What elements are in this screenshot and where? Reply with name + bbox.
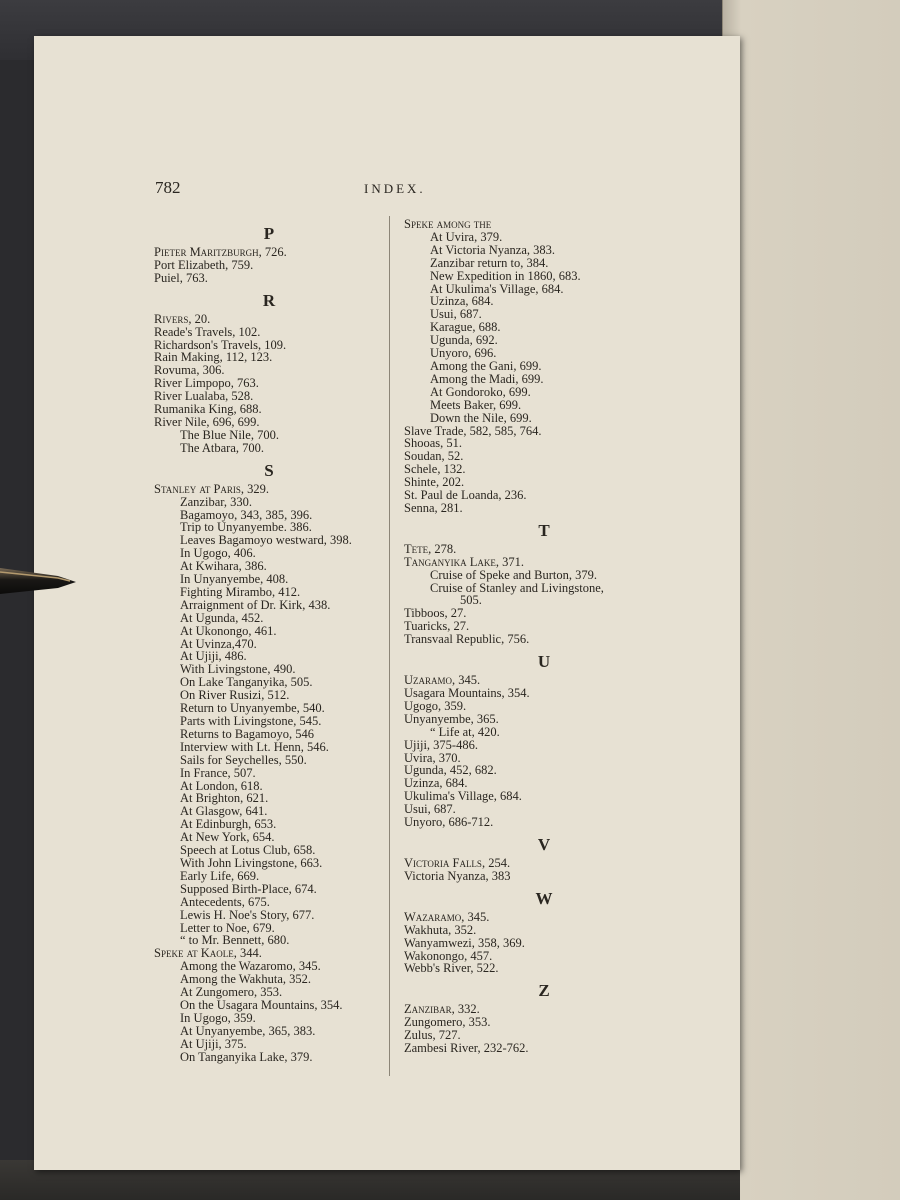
index-entry: Stanley at Paris, 329. [154,481,270,496]
index-entry: At Zungomero, 353. [180,985,283,1000]
index-entry: At Brighton, 621. [180,791,269,806]
section-letter-s: S [264,460,274,480]
index-entry: Uvira, 370. [404,750,461,765]
index-entry: Ugogo, 359. [404,698,467,713]
column-divider [389,216,390,1076]
index-entry: Victoria Falls, 254. [404,855,511,870]
index-entry: Port Elizabeth, 759. [154,257,254,272]
index-entry: Supposed Birth-Place, 674. [180,881,317,896]
index-entry: Zanzibar return to, 384. [430,255,549,270]
index-entry: Puiel, 763. [154,270,208,285]
book-page [34,36,740,1170]
index-entry: Bagamoyo, 343, 385, 396. [180,507,313,522]
index-entry: Zulus, 727. [404,1028,461,1043]
index-entry: “ to Mr. Bennett, 680. [180,933,290,948]
pen-pointer-icon [0,562,78,598]
index-entry: Wakonongo, 457. [404,948,493,963]
index-entry: At Victoria Nyanza, 383. [430,242,556,257]
section-letter-z: Z [538,981,550,1001]
index-entry: Uzaramo, 345. [404,673,481,688]
index-entry: Early Life, 669. [180,868,260,883]
index-entry: Among the Madi, 699. [430,371,544,386]
index-entry: The Atbara, 700. [180,440,265,455]
index-entry: 505. [460,593,482,608]
index-entry: Zanzibar, 330. [180,494,253,509]
index-entry: Wanyamwezi, 358, 369. [404,935,525,950]
index-entry: Trip to Unyanyembe. 386. [180,520,312,535]
index-entry: Among the Gani, 699. [430,358,542,373]
index-entry: Returns to Bagamoyo, 546 [180,726,315,741]
index-entry: On Lake Tanganyika, 505. [180,675,313,690]
index-entry: At Unyanyembe, 365, 383. [180,1023,316,1038]
index-entry: Among the Wakhuta, 352. [180,972,312,987]
index-entry: Unyanyembe, 365. [404,711,499,726]
index-entry: Down the Nile, 699. [430,410,532,425]
index-entry: Tuaricks, 27. [404,619,470,634]
section-letter-v: V [537,834,551,854]
index-entry: At Ugunda, 452. [180,610,264,625]
index-entry: Speech at Lotus Club, 658. [180,843,316,858]
index-entry: Lewis H. Noe's Story, 677. [180,907,315,922]
index-entry: At London, 618. [180,778,263,793]
index-entry: Tete, 278. [404,541,457,556]
index-entry: At Uvira, 379. [430,229,503,244]
index-entry: At Ujiji, 375. [180,1036,247,1051]
index-entry: Webb's River, 522. [404,961,499,976]
index-entry: In Ugogo, 359. [180,1010,256,1025]
index-entry: On Tanganyika Lake, 379. [180,1049,313,1064]
index-entry: St. Paul de Loanda, 236. [404,488,527,503]
index-entry: Rivers, 20. [154,311,211,326]
index-entry: Wazaramo, 345. [404,909,490,924]
index-entry: With John Livingstone, 663. [180,855,323,870]
index-entry: Ukulima's Village, 684. [404,789,522,804]
index-entry: Richardson's Travels, 109. [154,337,287,352]
index-entry: Among the Wazaromo, 345. [180,959,321,974]
index-entry: Ugunda, 452, 682. [404,763,497,778]
index-entry: New Expedition in 1860, 683. [430,268,581,283]
section-letter-u: U [537,652,551,672]
index-entry: “ Life at, 420. [430,724,500,739]
index-entry: In Ugogo, 406. [180,546,256,561]
index-entry: Sails for Seychelles, 550. [180,752,307,767]
page-number: 782 [155,178,181,197]
index-entry: River Nile, 696, 699. [154,414,260,429]
index-entry: Transvaal Republic, 756. [404,632,530,647]
index-entry: At Ujiji, 486. [180,649,247,664]
index-entry: Senna, 281. [404,500,463,515]
index-entry: Parts with Livingstone, 545. [180,714,322,728]
index-entry: At Ukulima's Village, 684. [430,281,564,296]
index-entry: Fighting Mirambo, 412. [180,584,301,599]
index-entry: Victoria Nyanza, 383 [404,868,511,883]
index-column-right [404,218,684,1055]
index-entry: Leaves Bagamoyo westward, 398. [180,533,352,548]
index-entry: Zungomero, 353. [404,1015,491,1030]
index-entry: Wakhuta, 352. [404,922,477,937]
index-entry: Unyoro, 686-712. [404,815,494,830]
index-entry: With Livingstone, 490. [180,662,296,677]
index-entry: At Uvinza,470. [180,636,257,651]
index-entry: Cruise of Stanley and Livingstone, [430,580,604,595]
index-column-left [154,218,384,1063]
index-entry: At Ukonongo, 461. [180,623,277,638]
index-entry: Shinte, 202. [404,475,465,490]
index-entry: Cruise of Speke and Burton, 379. [430,567,597,582]
index-entry: Interview with Lt. Henn, 546. [180,739,329,754]
index-entry: Schele, 132. [404,462,466,477]
index-entry: On the Usagara Mountains, 354. [180,997,343,1012]
section-letter-t: T [538,520,550,540]
index-entry: Meets Baker, 699. [430,397,522,412]
index-entry: In France, 507. [180,765,256,780]
index-entry: Antecedents, 675. [180,894,270,909]
index-entry: Unyoro, 696. [430,346,497,361]
index-entry: Rumanika King, 688. [154,402,262,417]
index-entry: The Blue Nile, 700. [180,427,279,442]
index-entry: Zambesi River, 232-762. [404,1041,529,1056]
index-entry: Speke among the [404,217,492,231]
index-entry: Ujiji, 375-486. [404,737,478,752]
index-entry: Zanzibar, 332. [404,1002,480,1017]
index-entry: Usagara Mountains, 354. [404,686,530,700]
index-entry: Return to Unyanyembe, 540. [180,701,325,716]
index-entry: Tibboos, 27. [404,606,467,621]
index-entry: Usui, 687. [404,802,456,817]
index-entry: In Unyanyembe, 408. [180,572,289,587]
section-letter-p: P [263,224,275,243]
index-entry: Tanganyika Lake, 371. [404,554,525,569]
index-entry: River Limpopo, 763. [154,376,259,391]
index-entry: Speke at Kaole, 344. [154,946,262,961]
index-entry: Rain Making, 112, 123. [154,350,273,365]
index-entry: Soudan, 52. [404,449,464,464]
index-entry: Arraignment of Dr. Kirk, 438. [180,597,331,612]
index-entry: At Edinburgh, 653. [180,817,277,832]
index-entry: At Kwihara, 386. [180,559,267,574]
index-entry: Ugunda, 692. [430,333,498,348]
facing-page [722,0,900,1200]
section-letter-w: W [535,888,553,908]
index-entry: Reade's Travels, 102. [154,324,261,339]
index-entry: Pieter Maritzburgh, 726. [154,245,287,259]
index-entry: At Glasgow, 641. [180,804,268,819]
index-entry: Rovuma, 306. [154,363,225,378]
index-entry: Usui, 687. [430,307,482,322]
section-letter-r: R [262,290,276,310]
index-entry: Uzinza, 684. [430,294,494,309]
index-entry: River Lualaba, 528. [154,389,254,404]
running-head: INDEX. [364,181,426,196]
index-entry: On River Rusizi, 512. [180,688,290,703]
index-entry: Letter to Noe, 679. [180,920,275,935]
index-entry: Slave Trade, 582, 585, 764. [404,423,542,438]
index-entry: At New York, 654. [180,830,275,845]
index-entry: Karague, 688. [430,320,501,335]
index-entry: At Gondoroko, 699. [430,384,531,399]
index-entry: Uzinza, 684. [404,776,468,791]
index-entry: Shooas, 51. [404,436,462,451]
